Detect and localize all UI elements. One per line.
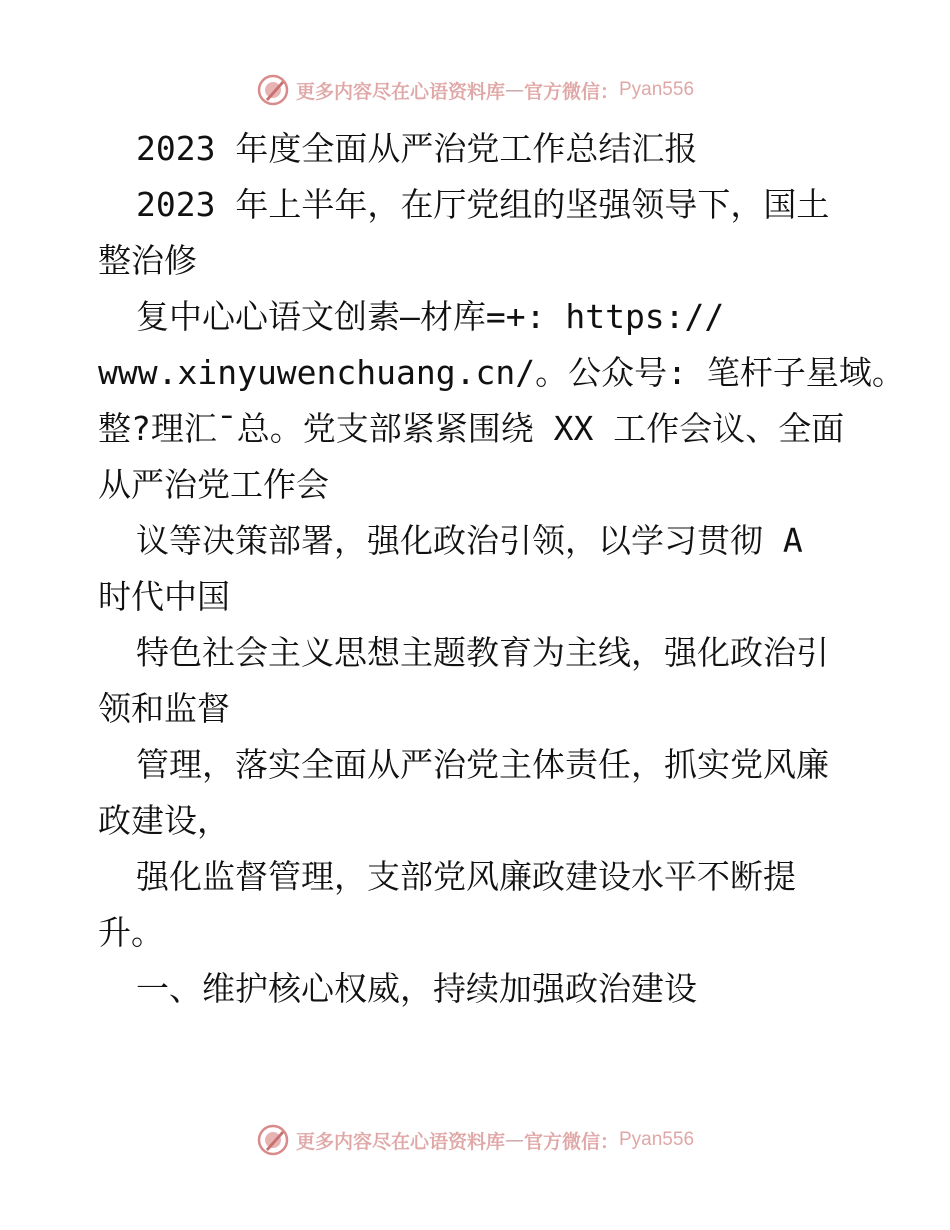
watermark-text: 更多内容尽在心语资料库 xyxy=(295,1130,505,1153)
red-pen-seal-icon xyxy=(256,1123,290,1157)
text-line: 2023 年度全面从严治党工作总结汇报 xyxy=(136,129,698,168)
text-line: 复中心心语文创素—材库=+: https:// xyxy=(136,297,725,336)
red-pen-seal-icon xyxy=(256,73,290,107)
text-line: 领和监督 xyxy=(98,689,230,728)
text-line: www.xinyuwenchuang.cn/。公众号: 笔杆子星域。 xyxy=(98,353,905,392)
text-line: 一、维护核心权威，持续加强政治建设 xyxy=(136,969,697,1008)
text-line: 管理，落实全面从严治党主体责任，抓实党风廉 xyxy=(136,745,829,784)
text-line: 整?理汇¯总。党支部紧紧围绕 XX 工作会议、全面 xyxy=(98,409,845,448)
watermark-wechat-id: Pyan556 xyxy=(619,79,695,100)
header-watermark xyxy=(0,70,950,110)
text-line: 升。 xyxy=(98,913,164,952)
watermark-separator: — xyxy=(504,1129,524,1151)
text-line: 整治修 xyxy=(98,241,197,280)
text-line: 从严治党工作会 xyxy=(98,465,329,504)
text-line: 议等决策部署，强化政治引领，以学习贯彻 A xyxy=(136,521,803,560)
text-line: 2023 年上半年，在厅党组的坚强领导下，国土 xyxy=(136,185,830,224)
footer-watermark xyxy=(0,1120,950,1160)
text-line: 强化监督管理，支部党风廉政建设水平不断提 xyxy=(136,857,796,896)
watermark-text: 更多内容尽在心语资料库 xyxy=(295,80,505,103)
text-line: 政建设， xyxy=(98,801,230,840)
watermark-wechat-id: Pyan556 xyxy=(619,1129,695,1150)
watermark-wechat-label: 官方微信： xyxy=(523,80,619,103)
text-line: 特色社会主义思想主题教育为主线，强化政治引 xyxy=(136,633,829,672)
text-line: 时代中国 xyxy=(98,577,230,616)
watermark-wechat-label: 官方微信： xyxy=(523,1130,619,1153)
watermark-separator: — xyxy=(504,79,524,101)
document-body xyxy=(98,121,905,1017)
